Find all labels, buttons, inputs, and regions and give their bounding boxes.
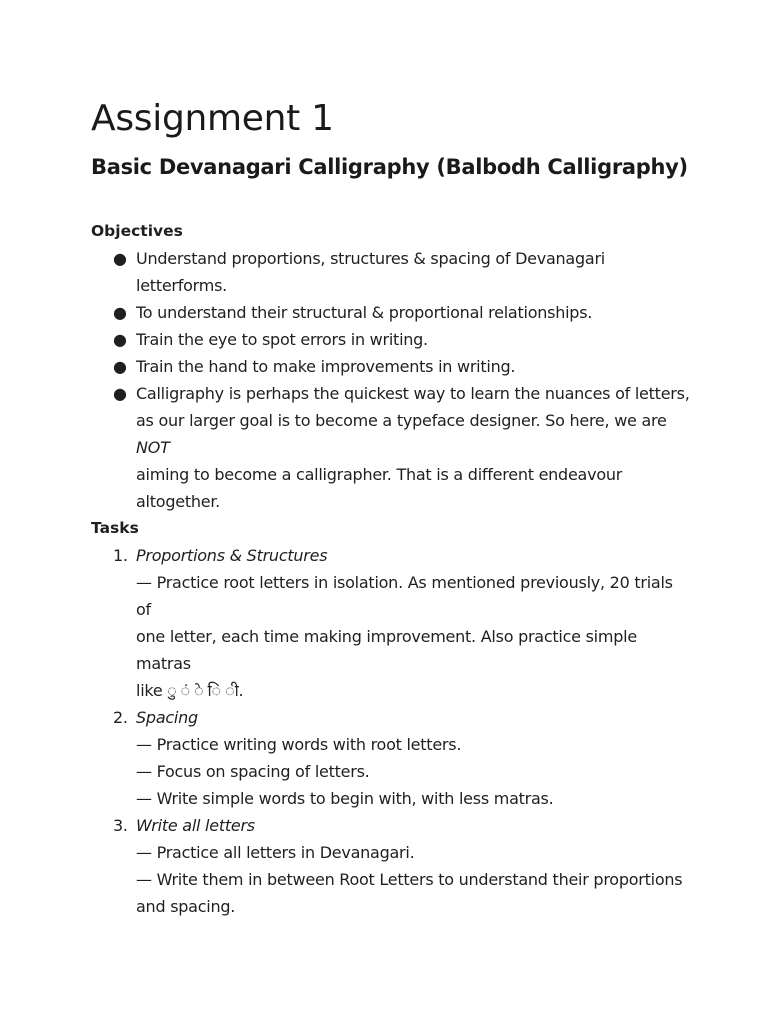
list-item bbox=[91, 326, 691, 353]
task-text: — Practice all letters in Devanagari. bbox=[136, 843, 415, 862]
emphasis-text: NOT bbox=[136, 438, 170, 457]
task-text: like ु ं े ि ी. bbox=[136, 681, 244, 700]
list-item-text bbox=[136, 407, 691, 461]
list-item-text-part: as our larger goal is to become a typeface designer. So here, we are bbox=[136, 411, 667, 430]
objectives-list bbox=[91, 245, 691, 515]
list-number: 3. bbox=[113, 816, 128, 835]
document-subtitle: Basic Devanagari Calligraphy (Balbodh Calligraphy) bbox=[91, 155, 688, 179]
task-text: — Focus on spacing of letters. bbox=[136, 762, 370, 781]
list-item-text: aiming to become a calligrapher. That is a different endeavour bbox=[136, 465, 623, 484]
objectives-section bbox=[91, 218, 691, 515]
task-text: and spacing. bbox=[136, 897, 236, 916]
list-item-text: Understand proportions, structures & spacing of Devanagari bbox=[136, 249, 605, 268]
bullet-icon: ● bbox=[113, 330, 127, 349]
task-text: — Practice root letters in isolation. As mentioned previously, 20 trials of bbox=[136, 573, 673, 619]
tasks-heading: Tasks bbox=[91, 519, 139, 537]
list-item-text: Train the hand to make improvements in writing. bbox=[136, 357, 516, 376]
bullet-icon: ● bbox=[113, 303, 127, 322]
document-title: Assignment 1 bbox=[91, 98, 334, 139]
list-item bbox=[91, 542, 691, 704]
list-number: 1. bbox=[113, 546, 128, 565]
task-text: — Write simple words to begin with, with less matras. bbox=[136, 789, 554, 808]
tasks-section bbox=[91, 515, 691, 920]
list-item bbox=[91, 299, 691, 326]
bullet-icon: ● bbox=[113, 249, 127, 268]
task-text: — Write them in between Root Letters to understand their proportions bbox=[136, 870, 683, 889]
list-item-text: To understand their structural & proportional relationships. bbox=[136, 303, 593, 322]
task-title: Spacing bbox=[136, 708, 198, 727]
list-item bbox=[91, 380, 691, 515]
list-item bbox=[91, 812, 691, 920]
list-item-text: Train the eye to spot errors in writing. bbox=[136, 330, 428, 349]
list-item-text: altogether. bbox=[136, 492, 221, 511]
list-item-text: Calligraphy is perhaps the quickest way to learn the nuances of letters, bbox=[136, 384, 690, 403]
bullet-icon: ● bbox=[113, 384, 127, 403]
list-item bbox=[91, 245, 691, 299]
task-text: — Practice writing words with root letters. bbox=[136, 735, 462, 754]
list-item bbox=[91, 704, 691, 812]
list-number: 2. bbox=[113, 708, 128, 727]
objectives-heading: Objectives bbox=[91, 222, 183, 240]
task-title: Write all letters bbox=[136, 816, 255, 835]
list-item bbox=[91, 353, 691, 380]
bullet-icon: ● bbox=[113, 357, 127, 376]
tasks-list bbox=[91, 542, 691, 920]
task-text: one letter, each time making improvement. Also practice simple matras bbox=[136, 627, 637, 673]
task-title: Proportions & Structures bbox=[136, 546, 328, 565]
list-item-text: letterforms. bbox=[136, 276, 227, 295]
